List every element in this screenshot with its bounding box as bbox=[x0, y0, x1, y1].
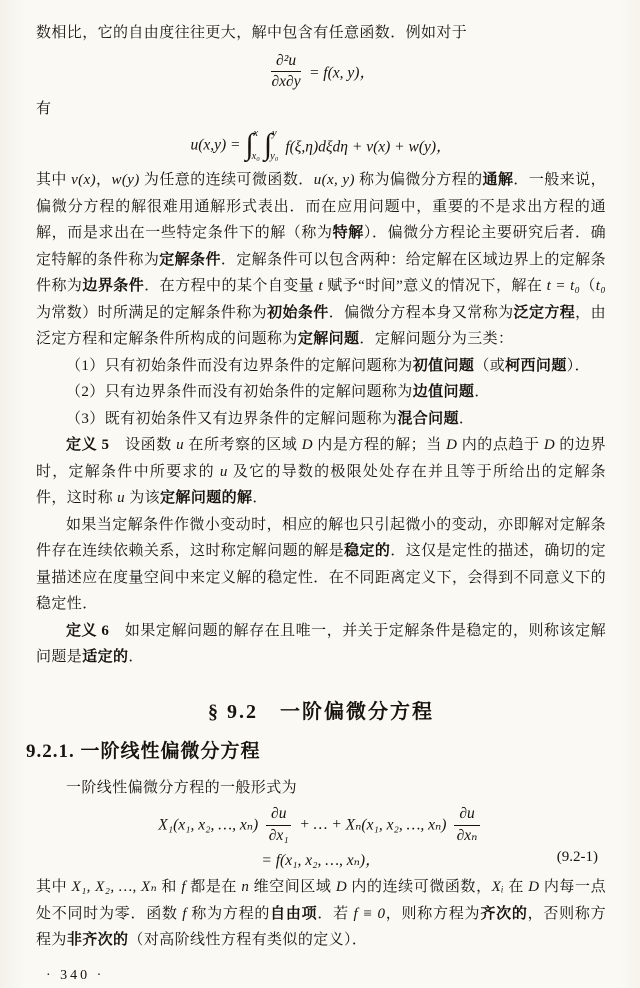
integral-sign: ∫ y y₀ bbox=[263, 128, 279, 162]
text-run: 定解问题的解 bbox=[160, 490, 253, 507]
text-run: 及它的导数的极限处处存在并且等于所给出的定解条件，这时称 bbox=[36, 463, 606, 507]
text-run: ，则称方程为 bbox=[385, 905, 481, 922]
text-run: ）． bbox=[566, 357, 591, 374]
text-run: D bbox=[543, 437, 556, 454]
text-run: 齐次的 bbox=[480, 905, 528, 922]
text-run: f(ξ,η)dξdη + v(x) + w(y)， bbox=[281, 138, 452, 156]
text-run: ．定解条件可以包含两种：给定解在区域边界上的定解条件称为 bbox=[36, 251, 606, 295]
text-run: 都是在 bbox=[185, 879, 242, 896]
text-run: ．这仅是定性的描述，确切的定量描述应在度量空间中来定义解的稳定性．在不同距离定义下，会得到不同意义下的稳定性． bbox=[36, 543, 606, 613]
text-run: 维空间区域 bbox=[249, 879, 336, 896]
text-run: u(x,y) = bbox=[190, 136, 245, 154]
text-run: （ bbox=[580, 278, 596, 295]
text-run: ．一般来说，偏微分方程的解很难用通解形式表出．而在应用问题中，重要的不是求出方程的通解，而是求出在一些特定条件下的解（称为 bbox=[36, 172, 607, 242]
text-run: 稳定的 bbox=[344, 543, 391, 560]
fraction: $\frac{\partial u}{\text{∂xₙ}}$ bbox=[454, 805, 479, 845]
section-heading: § 9.2 一阶偏微分方程 bbox=[208, 700, 434, 723]
text-run: 泛定方程 bbox=[513, 304, 576, 321]
text-run: v(x) bbox=[71, 172, 96, 189]
text-run: Xₙ(x₁, x₂, …, xₙ) bbox=[345, 816, 451, 834]
text-run: 其中 bbox=[36, 172, 72, 189]
list-item-mixed-problem bbox=[36, 406, 606, 433]
text-run: ． bbox=[252, 490, 268, 507]
subsection-heading: 9.2.1. 一阶线性偏微分方程 bbox=[26, 740, 261, 762]
text-run: u(x, y) bbox=[313, 172, 355, 189]
text-run: = f(x, y)， bbox=[305, 64, 375, 82]
text-run: 自由项 bbox=[270, 905, 318, 922]
text-run: ， bbox=[95, 172, 112, 189]
text-run: ．在方程中的某个自变量 bbox=[144, 278, 319, 295]
text-run: ． bbox=[458, 410, 475, 427]
paragraph-closing bbox=[36, 874, 606, 954]
page-number: · 340 · bbox=[46, 967, 105, 983]
text-run: t = t₀ bbox=[546, 278, 581, 295]
text-run: t₀ bbox=[595, 278, 606, 295]
text-run: 为该 bbox=[125, 490, 161, 507]
text-run: D bbox=[446, 437, 458, 454]
text-run: ． bbox=[474, 384, 490, 401]
text-run: 在所考察的区域 bbox=[184, 437, 302, 454]
text-run: ）．偏微分方程论主要研究后者．确定特解的条件称为 bbox=[36, 225, 606, 268]
text-run: f bbox=[182, 905, 187, 922]
formula-mixed-partial bbox=[267, 51, 375, 91]
text-run: + … + bbox=[295, 816, 346, 834]
text-run: 如果定解问题的解存在且唯一，并关于定解条件是稳定的，则称该定解问题是 bbox=[36, 622, 606, 666]
text-run: （1）只有初始条件而没有边界条件的定解问题称为 bbox=[66, 357, 413, 374]
text-run: 定解条件 bbox=[159, 251, 221, 268]
text-run: （3）既有初始条件又有边界条件的定解问题称为 bbox=[66, 410, 398, 427]
formula-solution-row bbox=[36, 127, 606, 163]
text-run: 内是方程的解；当 bbox=[312, 437, 447, 454]
formula-example-row bbox=[36, 52, 606, 92]
text-run: u bbox=[219, 463, 228, 480]
text-run: 如果当定解条件作微小变动时，相应的解也只引起微小的变动，亦即解对定解条件存在连续依赖关系，这时称定解问题的解是 bbox=[36, 516, 606, 560]
formula-general-solution bbox=[190, 128, 452, 162]
text-run: 设函数 bbox=[109, 437, 177, 454]
connector-text: 有 bbox=[36, 100, 52, 117]
text-run: w(y) bbox=[111, 172, 140, 189]
text-run: 边值问题 bbox=[412, 384, 475, 401]
text-run: 初始条件 bbox=[267, 304, 329, 321]
list-item-initial-value-problem bbox=[36, 353, 606, 380]
equation-number: (9.2-1) bbox=[556, 849, 598, 866]
text-run: 赋予“时间”意义的情况下，解在 bbox=[323, 278, 547, 295]
text-run: ，由泛定方程和定解条件所构成的问题称为 bbox=[36, 304, 606, 348]
paragraph-form-intro bbox=[36, 775, 606, 802]
text-run: 内的连续可微函数， bbox=[347, 879, 492, 896]
text-run: ，否则称方程为 bbox=[36, 905, 606, 949]
text-run: 特解 bbox=[332, 225, 364, 242]
text-run: 为常数）时所满足的定解条件称为 bbox=[36, 304, 268, 321]
text-run: X₁(x₁, x₂, …, xₙ) bbox=[158, 816, 263, 834]
equation-line-2 bbox=[158, 848, 484, 870]
text-run: n bbox=[241, 879, 250, 896]
text-run: 边界条件 bbox=[82, 278, 145, 295]
text-run: = f(x₁, x₂, …, xₙ)， bbox=[261, 852, 381, 870]
text-run: D bbox=[301, 437, 313, 454]
text-run: 数相比，它的自由度往往更大，解中包含有任意函数．例如对于 bbox=[36, 25, 468, 41]
text-run: 非齐次的 bbox=[66, 932, 129, 949]
text-run: 称为偏微分方程的 bbox=[354, 172, 483, 189]
text-run: Xᵢ bbox=[491, 879, 504, 896]
text-run: 为任意的连续可微函数． bbox=[139, 172, 314, 189]
text-run: （2）只有边界条件而没有初始条件的定解问题称为 bbox=[66, 384, 413, 401]
fraction: $\frac{\partial u}{\text{∂x₁}}$ bbox=[266, 805, 291, 845]
text-run: 其中 bbox=[36, 879, 72, 896]
text-run: f bbox=[181, 879, 186, 896]
text-run: ． bbox=[128, 649, 144, 666]
text-run: 的边界时，定解条件中所要求的 bbox=[36, 437, 606, 480]
text-run: u bbox=[117, 490, 126, 507]
text-run: 在 bbox=[504, 879, 529, 896]
equation-line-1 bbox=[158, 805, 484, 845]
equation-9-2-1 bbox=[36, 805, 606, 870]
text-run: 适定的 bbox=[82, 649, 129, 666]
text-run: t bbox=[318, 278, 324, 295]
list-item-boundary-value-problem bbox=[36, 379, 606, 406]
definition-6 bbox=[36, 618, 606, 671]
text-run: 一阶线性偏微分方程的一般形式为 bbox=[66, 779, 298, 796]
paragraph-continuation bbox=[36, 20, 606, 47]
paragraph-stability bbox=[36, 512, 606, 618]
text-run: u bbox=[176, 437, 185, 454]
definition-5 bbox=[36, 432, 606, 512]
fraction: $\frac{\text{∂²u}}{\partial x\partial y}$ bbox=[271, 51, 301, 91]
integral-sign: ∫ x x₀ bbox=[245, 128, 260, 162]
text-run: ．偏微分方程本身又常称为 bbox=[328, 304, 514, 321]
text-run: ．若 bbox=[317, 905, 354, 922]
text-run: 和 bbox=[157, 879, 182, 896]
text-run: （或 bbox=[474, 357, 506, 374]
text-run: 定解问题 bbox=[297, 331, 360, 348]
text-run: X₁, X₂, …, Xₙ bbox=[71, 879, 158, 896]
text-run: D bbox=[335, 879, 348, 896]
text-run: 定义 6 bbox=[66, 622, 110, 639]
text-run: 初值问题 bbox=[412, 357, 475, 374]
text-run: 称为方程的 bbox=[186, 905, 271, 922]
text-run: 内每一点处不同时为零．函数 bbox=[36, 879, 606, 922]
text-run: 定义 5 bbox=[66, 437, 110, 454]
text-run: 通解 bbox=[482, 172, 514, 189]
paragraph-main bbox=[36, 167, 606, 353]
text-run: f ≡ 0 bbox=[353, 905, 386, 922]
equation-lines bbox=[158, 805, 484, 870]
text-run: 混合问题 bbox=[397, 410, 459, 427]
text-run: ．定解问题分为三类： bbox=[359, 331, 514, 348]
text-run: 内的点趋于 bbox=[457, 437, 544, 454]
text-run: （对高阶线性方程有类似的定义）． bbox=[128, 932, 368, 949]
text-run: 柯西问题 bbox=[505, 357, 567, 374]
text-run: D bbox=[528, 879, 540, 896]
